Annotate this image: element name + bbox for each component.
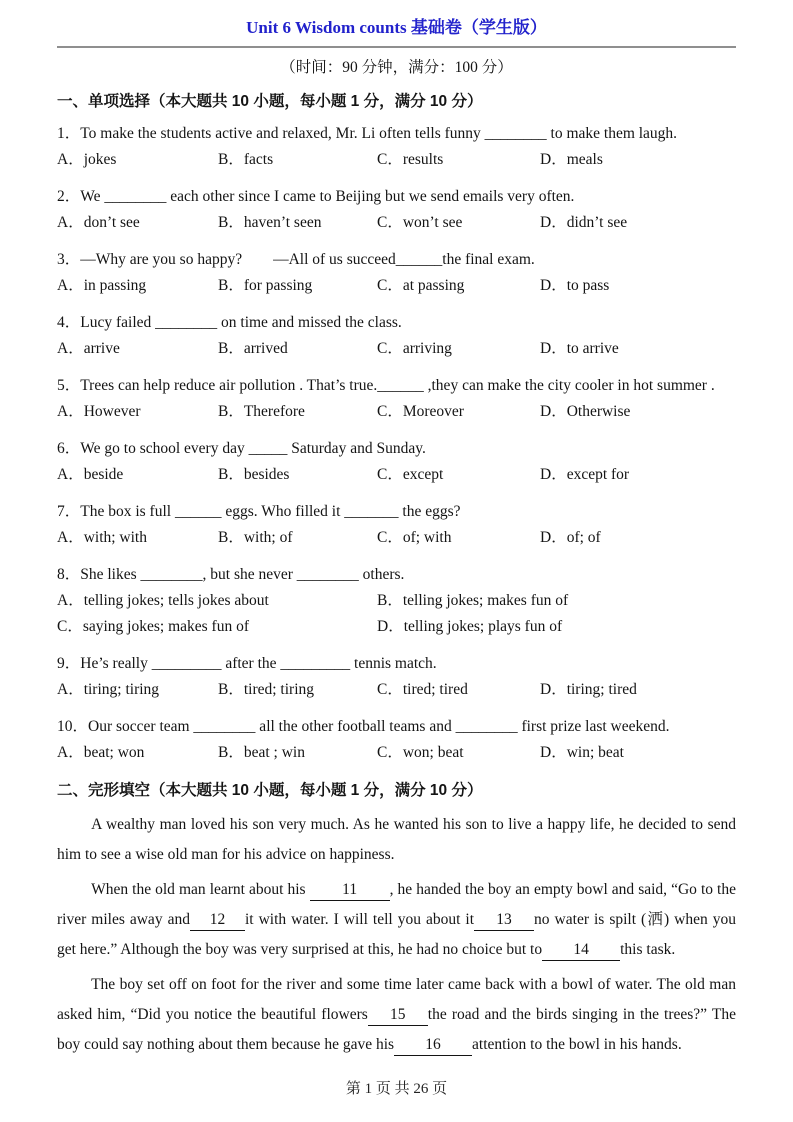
cloze-paragraph-3: The boy set off on foot for the river and some time later came back with a bowl of water. The old man asked him, “Did you notice the beautiful flowers 15 the road and the birds singing in the trees?” The boy could say nothing about them because he gave his 16 attention to the bowl in his hands. — [57, 970, 736, 1060]
cloze-blank-12: 12 — [190, 910, 245, 931]
cloze-blank-13: 13 — [474, 910, 534, 931]
question-8-option-C: C．saying jokes; makes fun of — [57, 618, 250, 635]
question-8-stem: 8．She likes ________, but she never ________ others. — [57, 566, 405, 583]
question-2-stem: 2．We ________ each other since I came to Beijing but we send emails very often. — [57, 188, 575, 205]
question-4 — [57, 310, 736, 362]
question-2-option-C: C．won’t see — [377, 214, 463, 231]
question-10-option-D: D．win; beat — [540, 744, 624, 761]
question-9-stem: 9．He’s really _________ after the _________ tennis match. — [57, 655, 437, 672]
question-1-option-A: A．jokes — [57, 151, 117, 168]
cloze-blank-11: 11 — [310, 880, 390, 901]
question-9-option-A: A．tiring; tiring — [57, 681, 160, 698]
question-2-options — [57, 210, 736, 236]
question-3-stem: 3．—Why are you so happy? —All of us succeed______the final exam. — [57, 251, 535, 268]
question-8-option-D: D．telling jokes; plays fun of — [377, 618, 563, 635]
question-6-option-D: D．except for — [540, 466, 630, 483]
question-2-option-D: D．didn’t see — [540, 214, 628, 231]
cloze-paragraph-1: A wealthy man loved his son very much. As he wanted his son to live a happy life, he decided to send him to see a wise old man for his advice on happiness. — [57, 816, 736, 863]
question-4-options — [57, 336, 736, 362]
question-3 — [57, 247, 736, 299]
question-9-option-C: C．tired; tired — [377, 681, 468, 698]
question-6-options — [57, 462, 736, 488]
question-4-stem: 4．Lucy failed ________ on time and missed the class. — [57, 314, 402, 331]
question-10-option-A: A．beat; won — [57, 744, 145, 761]
title-divider — [57, 46, 736, 48]
question-7-options — [57, 525, 736, 551]
question-1 — [57, 121, 736, 173]
question-1-stem: 1．To make the students active and relaxed, Mr. Li often tells funny ________ to make them laugh. — [57, 125, 678, 142]
question-8-options — [57, 588, 736, 640]
question-8-option-A: A．telling jokes; tells jokes about — [57, 592, 269, 609]
cloze-blank-15: 15 — [368, 1005, 428, 1026]
question-7-stem: 7．The box is full ______ eggs. Who filled it _______ the eggs? — [57, 503, 461, 520]
question-10-option-B: B．beat ; win — [218, 744, 305, 761]
question-6-option-C: C．except — [377, 466, 444, 483]
question-2-option-B: B．haven’t seen — [218, 214, 322, 231]
question-2 — [57, 184, 736, 236]
question-7-option-D: D．of; of — [540, 529, 601, 546]
question-9-options — [57, 677, 736, 703]
question-list — [57, 121, 736, 766]
cloze-blank-14: 14 — [542, 940, 620, 961]
question-4-option-B: B．arrived — [218, 340, 288, 357]
question-7 — [57, 499, 736, 551]
question-1-options — [57, 147, 736, 173]
question-4-option-D: D．to arrive — [540, 340, 619, 357]
question-3-option-B: B．for passing — [218, 277, 313, 294]
question-5-option-C: C．Moreover — [377, 403, 464, 420]
cloze-paragraph-2: When the old man learnt about his 11 , he handed the boy an empty bowl and said, “Go to the river miles away and 12 it with water. I will tell you about it 13 no water is spilt (洒) when you get here.” Although the boy was very surprised at this, he had no choice but to 14 this task. — [57, 875, 736, 965]
question-9-option-B: B．tired; tiring — [218, 681, 315, 698]
question-10 — [57, 714, 736, 766]
question-6-option-B: B．besides — [218, 466, 290, 483]
question-3-options — [57, 273, 736, 299]
question-4-option-C: C．arriving — [377, 340, 452, 357]
question-7-option-C: C．of; with — [377, 529, 452, 546]
question-7-option-A: A．with; with — [57, 529, 147, 546]
question-5-option-A: A．However — [57, 403, 141, 420]
question-9 — [57, 651, 736, 703]
page-title: Unit 6 Wisdom counts 基础卷（学生版） — [246, 18, 547, 37]
question-1-option-B: B．facts — [218, 151, 274, 168]
exam-time-score-info: （时间：90 分钟，满分：100 分） — [280, 59, 513, 76]
question-6 — [57, 436, 736, 488]
question-5-option-B: B．Therefore — [218, 403, 305, 420]
question-3-option-A: A．in passing — [57, 277, 147, 294]
question-5 — [57, 373, 736, 425]
question-5-option-D: D．Otherwise — [540, 403, 631, 420]
question-8 — [57, 562, 736, 640]
question-6-option-A: A．beside — [57, 466, 124, 483]
question-9-option-D: D．tiring; tired — [540, 681, 637, 698]
question-2-option-A: A．don’t see — [57, 214, 140, 231]
question-3-option-C: C．at passing — [377, 277, 465, 294]
cloze-passage — [57, 810, 736, 1060]
question-7-option-B: B．with; of — [218, 529, 293, 546]
question-10-stem: 10．Our soccer team ________ all the other football teams and ________ first prize last weekend. — [57, 718, 670, 735]
question-1-option-C: C．results — [377, 151, 444, 168]
question-3-option-D: D．to pass — [540, 277, 610, 294]
question-6-stem: 6．We go to school every day _____ Saturday and Sunday. — [57, 440, 426, 457]
section-1-heading: 一、单项选择（本大题共 10 小题，每小题 1 分，满分 10 分） — [57, 93, 483, 110]
question-1-option-D: D．meals — [540, 151, 603, 168]
question-5-stem: 5．Trees can help reduce air pollution . That’s true.______ ,they can make the city cooler in hot summer . — [57, 377, 715, 394]
question-4-option-A: A．arrive — [57, 340, 120, 357]
question-10-options — [57, 740, 736, 766]
question-5-options — [57, 399, 736, 425]
question-8-option-B: B．telling jokes; makes fun of — [377, 592, 569, 609]
cloze-blank-16: 16 — [394, 1035, 472, 1056]
page-number-footer: 第 1 页 共 26 页 — [345, 1081, 448, 1097]
question-10-option-C: C．won; beat — [377, 744, 464, 761]
section-2-heading: 二、完形填空（本大题共 10 小题，每小题 1 分，满分 10 分） — [57, 782, 483, 799]
